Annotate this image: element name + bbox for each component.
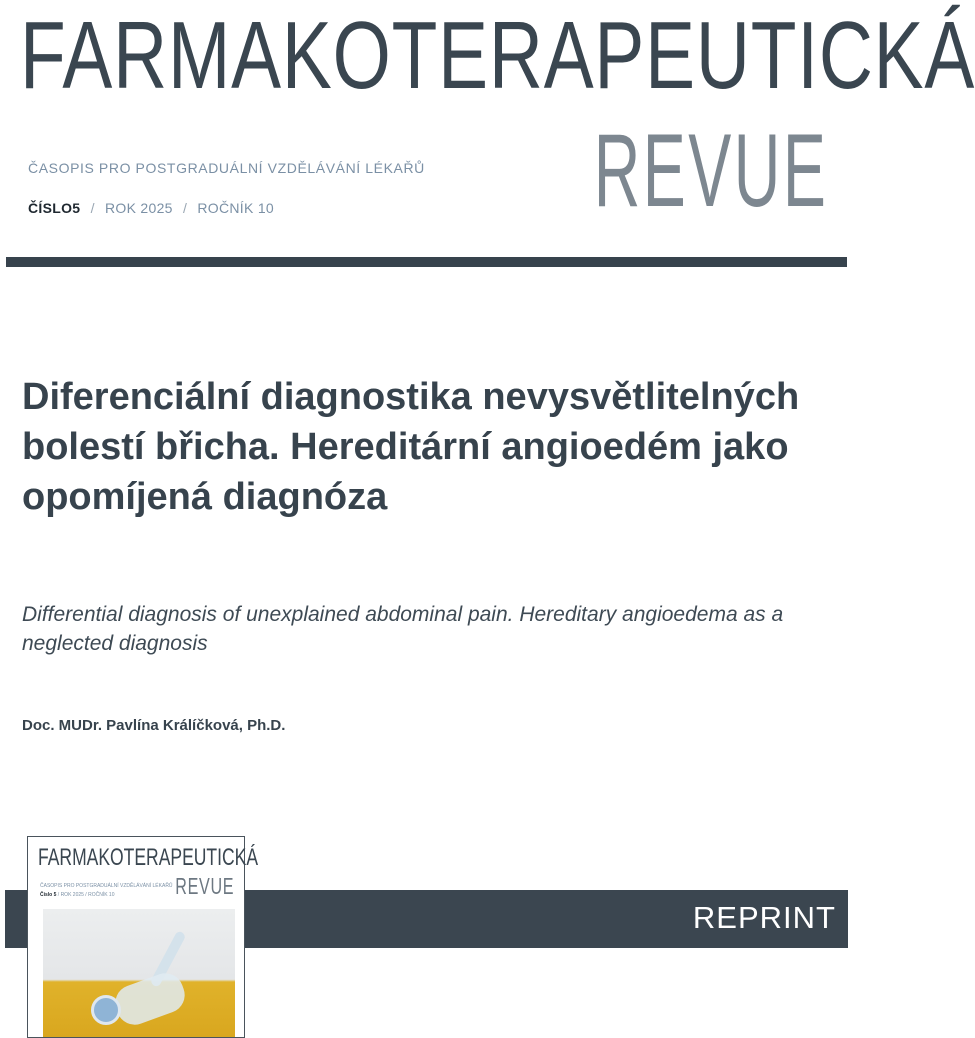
cover-thumbnail-issue-rest: / ROK 2025 / ROČNÍK 10 [57,892,115,898]
cover-thumbnail-tagline: ČASOPIS PRO POSTGRADUÁLNÍ VZDĚLÁVÁNÍ LÉKAŘŮ [40,883,173,889]
issue-volume: ROČNÍK 10 [197,200,274,216]
journal-tagline: ČASOPIS PRO POSTGRADUÁLNÍ VZDĚLÁVÁNÍ LÉKAŘŮ [28,160,425,176]
vial-body [110,968,189,1030]
masthead-revue: REVUE [593,113,828,229]
issue-separator: / [90,200,95,216]
article-title-czech: Diferenciální diagnostika nevysvětlitelných bolestí břicha. Hereditární angioedém jako opomíjená diagnóza [22,376,800,518]
cover-thumbnail-issue-number: Číslo 5 [40,892,57,898]
cover-thumbnail-revue: REVUE [175,873,234,899]
header-rule [6,257,847,267]
issue-info [28,200,274,216]
vial-cap-icon [91,995,121,1025]
cover-photo [43,909,235,1037]
article-author: Doc. MUDr. Pavlína Králíčková, Ph.D. [22,717,286,734]
issue-year: ROK 2025 [104,200,173,216]
issue-separator: / [182,200,188,216]
issue-number: ČÍSLO5 [28,200,81,216]
cover-thumbnail [27,836,259,1038]
reprint-label: REPRINT [692,900,836,935]
cover-thumbnail-issue [40,892,115,898]
masthead-title: FARMAKOTERAPEUTICKÁ [20,2,975,109]
article-title-english: Differential diagnosis of unexplained abdominal pain. Hereditary angioedema as a neglected diagnosis [22,603,784,655]
cover-thumbnail-title: FARMAKOTERAPEUTICKÁ [38,844,259,871]
